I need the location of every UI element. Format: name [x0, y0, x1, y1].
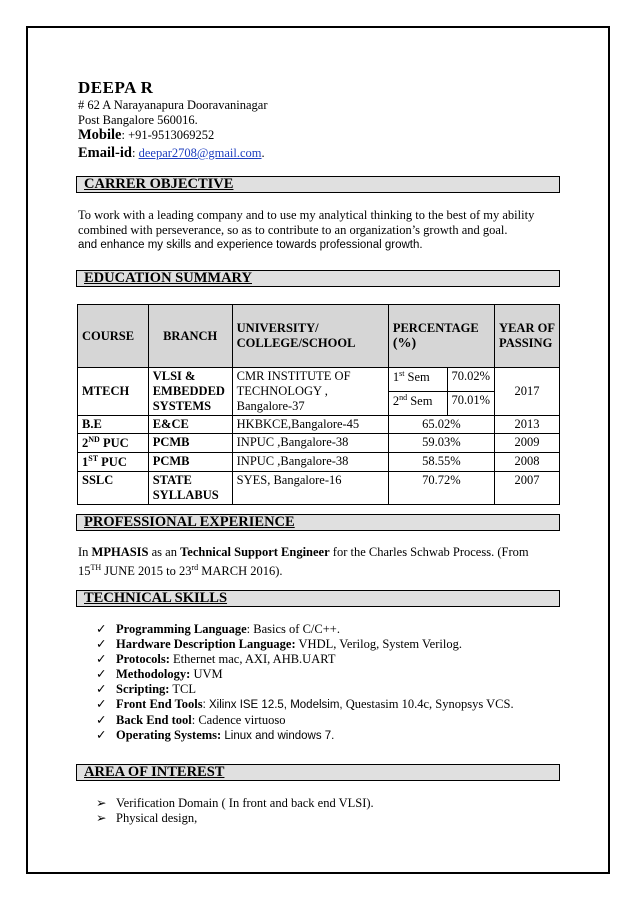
- education-header-row: [78, 305, 560, 368]
- course-sup: ND: [88, 435, 100, 444]
- from-day: 15: [78, 564, 91, 579]
- table-row: [78, 368, 560, 392]
- cell-course: [78, 453, 149, 472]
- section-education-summary: [76, 270, 560, 287]
- list-item: [96, 652, 514, 667]
- course-num: 1: [82, 455, 89, 470]
- experience-text: [78, 545, 558, 579]
- cell-branch: STATE SYLLABUS: [148, 472, 232, 505]
- section-title: PROFESSIONAL EXPERIENCE: [84, 514, 295, 530]
- sem2-num: 2: [392, 394, 400, 409]
- cell-percentage: 70.72%: [388, 472, 494, 505]
- list-item: [96, 667, 514, 682]
- address-line-2: Post Bangalore 560016.: [78, 113, 198, 127]
- cell-sem1-label: [388, 368, 447, 392]
- course-sup: ST: [88, 454, 99, 464]
- skill-value: TCL: [169, 682, 196, 696]
- header-percentage: [388, 305, 494, 368]
- skill-value-sans: : Xilinx ISE 12.5, Modelsim,: [202, 699, 343, 711]
- check-icon: ✓: [96, 682, 107, 696]
- interest-text: Physical design,: [116, 811, 198, 825]
- table-row: [78, 472, 560, 505]
- sem1-num: 1: [392, 370, 400, 385]
- sem2-sup: nd: [399, 393, 408, 402]
- table-row: [78, 416, 560, 434]
- cell-course: [78, 434, 149, 453]
- cell-sem2-label: [388, 392, 447, 416]
- section-technical-skills: [76, 590, 560, 607]
- list-item: [96, 728, 514, 744]
- cell-year: 2008: [495, 453, 560, 472]
- course-num: 2: [82, 436, 89, 451]
- cell-year: 2013: [495, 416, 560, 434]
- header-course: COURSE: [78, 305, 149, 368]
- cell-percentage: 58.55%: [388, 453, 494, 472]
- check-icon: ✓: [96, 667, 107, 681]
- cell-year: 2007: [495, 472, 560, 505]
- skill-label: Scripting:: [116, 682, 170, 696]
- header-percentage-label: PERCENTAGE: [392, 320, 479, 335]
- mobile-label: Mobile: [78, 127, 122, 143]
- sem2-word: Sem: [407, 394, 433, 409]
- list-item: [96, 713, 514, 728]
- section-title: AREA OF INTEREST: [84, 764, 225, 780]
- skill-value: Questasim 10.4c, Synopsys VCS.: [342, 697, 514, 711]
- cell-university: HKBKCE,Bangalore-45: [232, 416, 388, 434]
- skill-value: : Basics of C/C++.: [246, 622, 340, 636]
- cell-year: 2017: [495, 368, 560, 416]
- skill-value: UVM: [190, 667, 223, 681]
- check-icon: ✓: [96, 728, 107, 742]
- cell-university: CMR INSTITUTE OF TECHNOLOGY , Bangalore-37: [232, 368, 388, 416]
- objective-line-3: and enhance my skills and experience towards professional growth.: [78, 239, 423, 251]
- cell-branch: E&CE: [148, 416, 232, 434]
- skill-value: : Cadence virtuoso: [191, 713, 286, 727]
- cell-university: INPUC ,Bangalore-38: [232, 434, 388, 453]
- course-rest: PUC: [99, 436, 129, 451]
- list-item: [96, 811, 374, 826]
- cell-percentage: 59.03%: [388, 434, 494, 453]
- candidate-name: DEEPA R: [78, 78, 154, 97]
- skills-list: [96, 622, 514, 744]
- from-rest: JUNE 2015 to 23: [101, 564, 192, 579]
- header-branch: BRANCH: [148, 305, 232, 368]
- cell-course: [78, 416, 149, 434]
- cell-branch: PCMB: [148, 453, 232, 472]
- list-item: [96, 637, 514, 652]
- skill-label: Hardware Description Language:: [116, 637, 296, 651]
- header-year: YEAR OF PASSING: [495, 305, 560, 368]
- mobile-value: : +91-9513069252: [121, 128, 215, 142]
- list-item: [96, 682, 514, 697]
- skill-label: Methodology:: [116, 667, 191, 681]
- section-career-objective: [76, 176, 560, 193]
- address-line-1: # 62 A Narayanapura Dooravaninagar: [78, 98, 268, 112]
- cell-university: INPUC ,Bangalore-38: [232, 453, 388, 472]
- check-icon: ✓: [96, 652, 107, 666]
- header-percentage-unit: (%): [392, 335, 417, 351]
- section-title: EDUCATION SUMMARY: [84, 270, 252, 286]
- section-professional-experience: [76, 514, 560, 531]
- sem1-sup: st: [399, 369, 405, 378]
- email-link[interactable]: deepar2708@gmail.com: [138, 146, 262, 160]
- skill-value: Ethernet mac, AXI, AHB.UART: [169, 652, 336, 666]
- header-university: UNIVERSITY/ COLLEGE/SCHOOL: [232, 305, 388, 368]
- skill-label: Protocols:: [116, 652, 170, 666]
- section-area-of-interest: [76, 764, 560, 781]
- skill-value: VHDL, Verilog, System Verilog.: [295, 637, 462, 651]
- cell-year: 2009: [495, 434, 560, 453]
- objective-line-1: To work with a leading company and to use my analytical thinking to the best of my ability: [78, 208, 535, 222]
- skill-label: Programming Language: [116, 622, 247, 636]
- exp-in: In: [78, 545, 92, 559]
- cell-sem2-value: 70.01%: [447, 392, 495, 416]
- mobile-line: [78, 127, 214, 144]
- section-title: CARRER OBJECTIVE: [84, 176, 234, 192]
- skill-label: Back End tool: [116, 713, 192, 727]
- course-rest: PUC: [98, 455, 127, 470]
- cell-university: SYES, Bangalore-16: [232, 472, 388, 505]
- cell-branch: VLSI & EMBEDDED SYSTEMS: [148, 368, 232, 416]
- skill-label: Operating Systems:: [116, 728, 222, 742]
- objective-text: [78, 208, 558, 253]
- check-icon: ✓: [96, 697, 107, 711]
- exp-as: as an: [148, 545, 181, 559]
- objective-line-2: combined with perseverance, so as to contribute to an organization’s growth and goal.: [78, 223, 508, 237]
- cell-branch: PCMB: [148, 434, 232, 453]
- table-row: [78, 434, 560, 453]
- cell-percentage: 65.02%: [388, 416, 494, 434]
- check-icon: ✓: [96, 622, 107, 636]
- table-row: [78, 453, 560, 472]
- experience-line-1: [78, 545, 558, 560]
- section-title: TECHNICAL SKILLS: [84, 590, 228, 606]
- from-sup: TH: [90, 563, 102, 572]
- to-sup: rd: [191, 563, 199, 572]
- experience-line-2: [78, 560, 558, 579]
- cell-sem1-value: 70.02%: [447, 368, 495, 392]
- arrow-bullet-icon: ➢: [96, 796, 107, 810]
- arrow-bullet-icon: ➢: [96, 811, 107, 825]
- email-line: [78, 145, 265, 162]
- check-icon: ✓: [96, 713, 107, 727]
- email-separator: :: [131, 146, 139, 160]
- list-item: [96, 622, 514, 637]
- email-end: .: [261, 146, 265, 160]
- sem1-word: Sem: [404, 370, 430, 385]
- cell-course: [78, 472, 149, 505]
- list-item: [96, 796, 374, 811]
- company-name: MPHASIS: [91, 545, 149, 559]
- check-icon: ✓: [96, 637, 107, 651]
- course-text: SSLC: [82, 473, 114, 488]
- skill-label: Front End Tools: [116, 697, 203, 711]
- exp-rest: for the Charles Schwab Process. (From: [329, 545, 529, 559]
- email-label: Email-id: [78, 145, 132, 161]
- course-text: B.E: [82, 417, 102, 431]
- skill-value-sans: Linux and windows 7.: [221, 730, 335, 742]
- job-role: Technical Support Engineer: [180, 545, 330, 559]
- cell-course: MTECH: [78, 368, 149, 416]
- education-table: [77, 304, 560, 505]
- list-item: [96, 697, 514, 713]
- to-rest: MARCH 2016).: [198, 564, 283, 579]
- interest-text: Verification Domain ( In front and back end VLSI).: [116, 796, 374, 810]
- interest-list: [96, 796, 374, 826]
